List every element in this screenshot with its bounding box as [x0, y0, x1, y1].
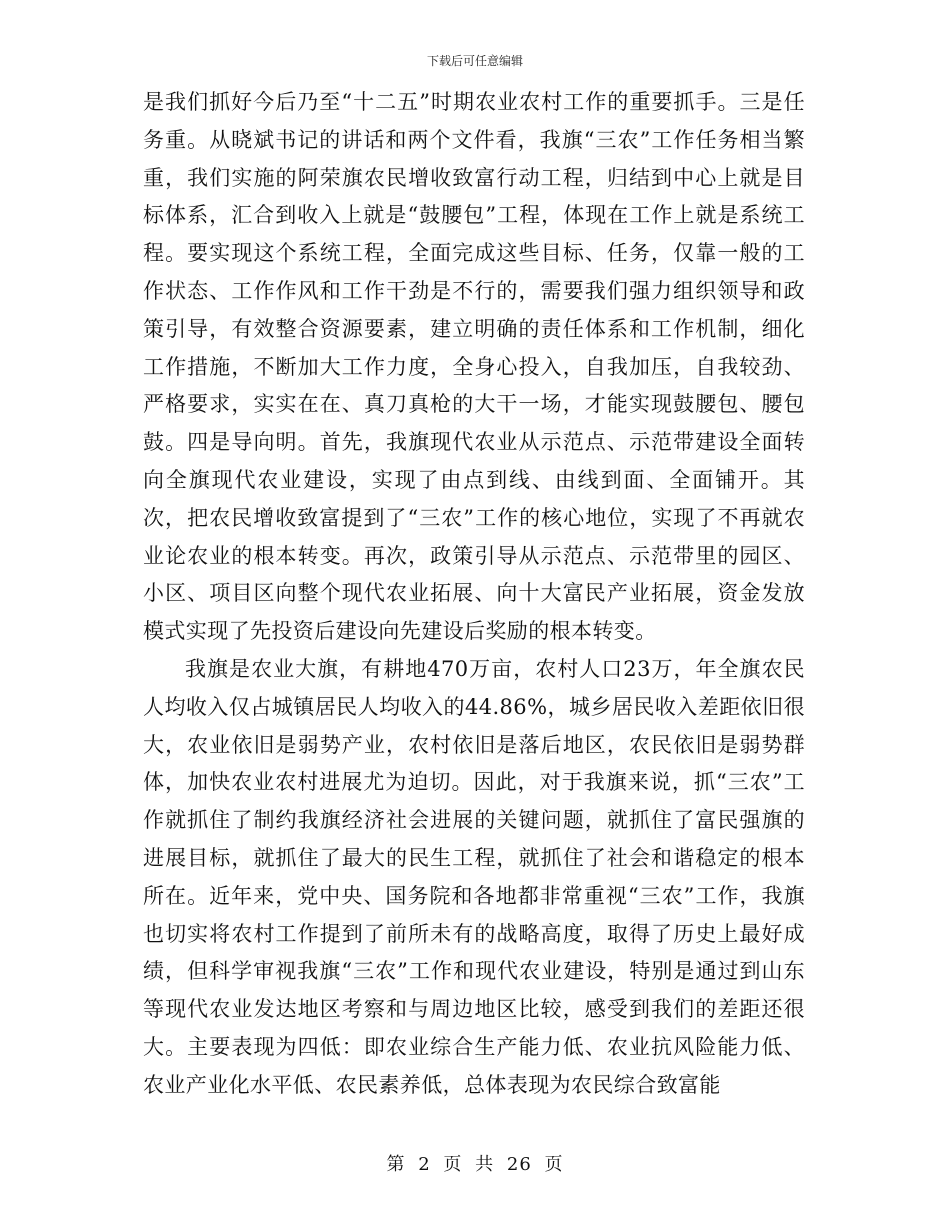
footer-total-prefix: 共 [475, 1154, 495, 1175]
header-text: 下载后可任意编辑 [426, 54, 523, 68]
footer-page-word: 页 [443, 1154, 463, 1175]
page-header [0, 53, 950, 69]
document-body [143, 84, 805, 1105]
footer-total-pages: 26 [506, 1154, 532, 1175]
page-footer [0, 1154, 950, 1176]
footer-suffix: 页 [544, 1154, 564, 1175]
paragraph-2: 我旗是农业大旗，有耕地470万亩，农村人口23万，年全旗农民人均收入仅占城镇居民人均收入的44.86%，城乡居民收入差距依旧很大，农业依旧是弱势产业，农村依旧是落后地区，农民依旧是弱势群体，加快农业农村进展尤为迫切。因此，对于我旗来说，抓“三农”工作就抓住了制约我旗经济社会进展的关键问题，就抓住了富民强旗的进展目标，就抓住了最大的民生工程，就抓住了社会和谐稳定的根本所在。近年来，党中央、国务院和各地都非常重视“三农”工作，我旗也切实将农村工作提到了前所未有的战略高度，取得了历史上最好成绩，但科学审视我旗“三农”工作和现代农业建设，特别是通过到山东等现代农业发达地区考察和与周边地区比较，感受到我们的差距还很大。主要表现为四低：即农业综合生产能力低、农业抗风险能力低、农业产业化水平低、农民素养低，总体表现为农民综合致富能 [143, 656, 805, 1097]
footer-prefix: 第 [386, 1154, 406, 1175]
footer-current-page: 2 [418, 1154, 431, 1175]
paragraph-1: 是我们抓好今后乃至“十二五”时期农业农村工作的重要抓手。三是任务重。从晓斌书记的讲话和两个文件看，我旗“三农”工作任务相当繁重，我们实施的阿荣旗农民增收致富行动工程，归结到中心上就是目标体系，汇合到收入上就是“鼓腰包”工程，体现在工作上就是系统工程。要实现这个系统工程，全面完成这些目标、任务，仅靠一般的工作状态、工作作风和工作干劲是不行的，需要我们强力组织领导和政策引导，有效整合资源要素，建立明确的责任体系和工作机制，细化工作措施，不断加大工作力度，全身心投入，自我加压，自我较劲、严格要求，实实在在、真刀真枪的大干一场，才能实现鼓腰包、腰包鼓。四是导向明。首先，我旗现代农业从示范点、示范带建设全面转向全旗现代农业建设，实现了由点到线、由线到面、全面铺开。其次，把农民增收致富提到了“三农”工作的核心地位，实现了不再就农业论农业的根本转变。再次，政策引导从示范点、示范带里的园区、小区、项目区向整个现代农业拓展、向十大富民产业拓展，资金发放模式实现了先投资后建设向先建设后奖励的根本转变。 [143, 90, 805, 644]
